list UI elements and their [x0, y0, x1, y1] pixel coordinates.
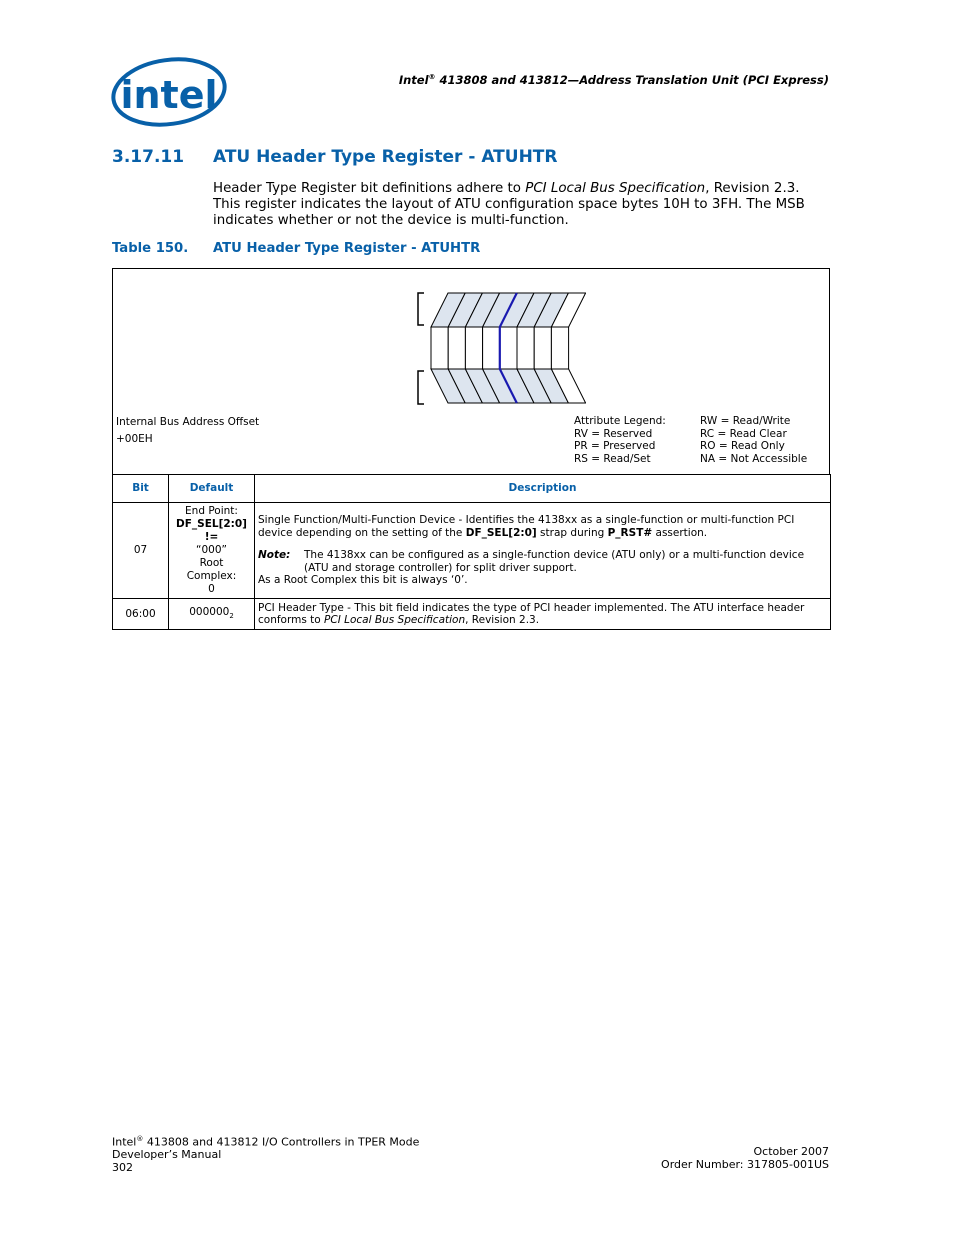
- offset-block: [116, 416, 259, 445]
- table-row: [113, 599, 831, 630]
- section-heading: [112, 147, 557, 167]
- bit-cell-mid: [551, 327, 568, 369]
- header-bit: Bit: [113, 475, 169, 503]
- running-header: Intel® 413808 and 413812—Address Translation Unit (PCI Express): [398, 73, 829, 87]
- intel-logo: [108, 48, 230, 132]
- intel-logo-text: intel: [120, 73, 218, 117]
- footer-right: [560, 1146, 829, 1171]
- note-label: Note:: [258, 549, 291, 562]
- bit-cell-mid: [448, 327, 465, 369]
- order-number: Order Number: 317805-001US: [661, 1157, 829, 1171]
- bit-definition-table: [112, 474, 831, 630]
- bit-cell-mid: [500, 327, 517, 369]
- bit-cell-mid: [534, 327, 551, 369]
- register-bit-diagram: [410, 288, 586, 408]
- offset-label: Internal Bus Address Offset: [116, 416, 260, 428]
- header-default: Default: [169, 475, 255, 503]
- note: [258, 549, 827, 574]
- description-cell: Single Function/Multi-Function Device - Identifies the 4138xx as a single-function or multi-function PCI device depending on the setting of the DF_SEL[2:0] strap during P_RST# assertion. Note: The 4138xx can be configured as a single-function device (ATU only) or a multi-function device (ATU and storage controller) for split driver support. As a Root Complex this bit is always ‘0’.: [255, 503, 831, 599]
- legend-title: Attribute Legend:: [574, 415, 666, 427]
- description-cell: PCI Header Type - This bit field indicates the type of PCI header implemented. The ATU interface header conforms to PCI Local Bus Specification, Revision 2.3.: [255, 599, 831, 630]
- section-title: ATU Header Type Register - ATUHTR: [213, 147, 558, 167]
- footer-date: October 2007: [753, 1145, 829, 1158]
- bit-cell-mid: [465, 327, 482, 369]
- default-cell: $000000_2$: [169, 599, 255, 630]
- bit-cell: 06:00: [113, 599, 169, 630]
- footer-left: Intel® 413808 and 413812 I/O Controllers in TPER Mode Developer’s Manual 302: [112, 1135, 420, 1174]
- attribute-legend-right: [700, 415, 807, 465]
- table-title: ATU Header Type Register - ATUHTR: [213, 241, 481, 256]
- table-caption: [112, 241, 480, 256]
- root-complex-note: As a Root Complex this bit is always ‘0’.: [258, 574, 468, 587]
- bit-cells: [431, 293, 586, 403]
- legend-item: NA = Not Accessible: [700, 452, 808, 465]
- legend-item: RO = Read Only: [700, 440, 785, 452]
- table-number: Table 150.: [112, 241, 189, 256]
- page-number: 302: [112, 1160, 133, 1174]
- intro-paragraph: Header Type Register bit definitions adhere to PCI Local Bus Specification, Revision 2.3. This register indicates the layout of ATU configuration space bytes 10H to 3FH. The MSB indicates whether or not the device is multi-function.: [213, 181, 805, 228]
- bit-cell-mid: [431, 327, 448, 369]
- default-cell: End Point: DF_SEL[2:0] != “000” Root Complex: 0: [169, 503, 255, 599]
- bit-cell-mid: [517, 327, 534, 369]
- bit-cell: 07: [113, 503, 169, 599]
- legend-item: PR = Preserved: [574, 440, 656, 452]
- section-number: 3.17.11: [112, 147, 185, 167]
- legend-item: RW = Read/Write: [700, 415, 791, 427]
- table-row: [113, 503, 831, 599]
- legend-item: RV = Reserved: [574, 427, 653, 440]
- header-description: Description: [255, 475, 831, 503]
- legend-item: RS = Read/Set: [574, 452, 651, 465]
- legend-item: RC = Read Clear: [700, 427, 787, 440]
- table-header-row: [113, 475, 831, 503]
- bit-cell-mid: [483, 327, 500, 369]
- note-text: The 4138xx can be configured as a single-function device (ATU only) or a multi-function device (ATU and storage controller) for split driver support.: [304, 549, 805, 574]
- offset-value: +00EH: [116, 432, 153, 445]
- attribute-legend-left: [574, 415, 666, 465]
